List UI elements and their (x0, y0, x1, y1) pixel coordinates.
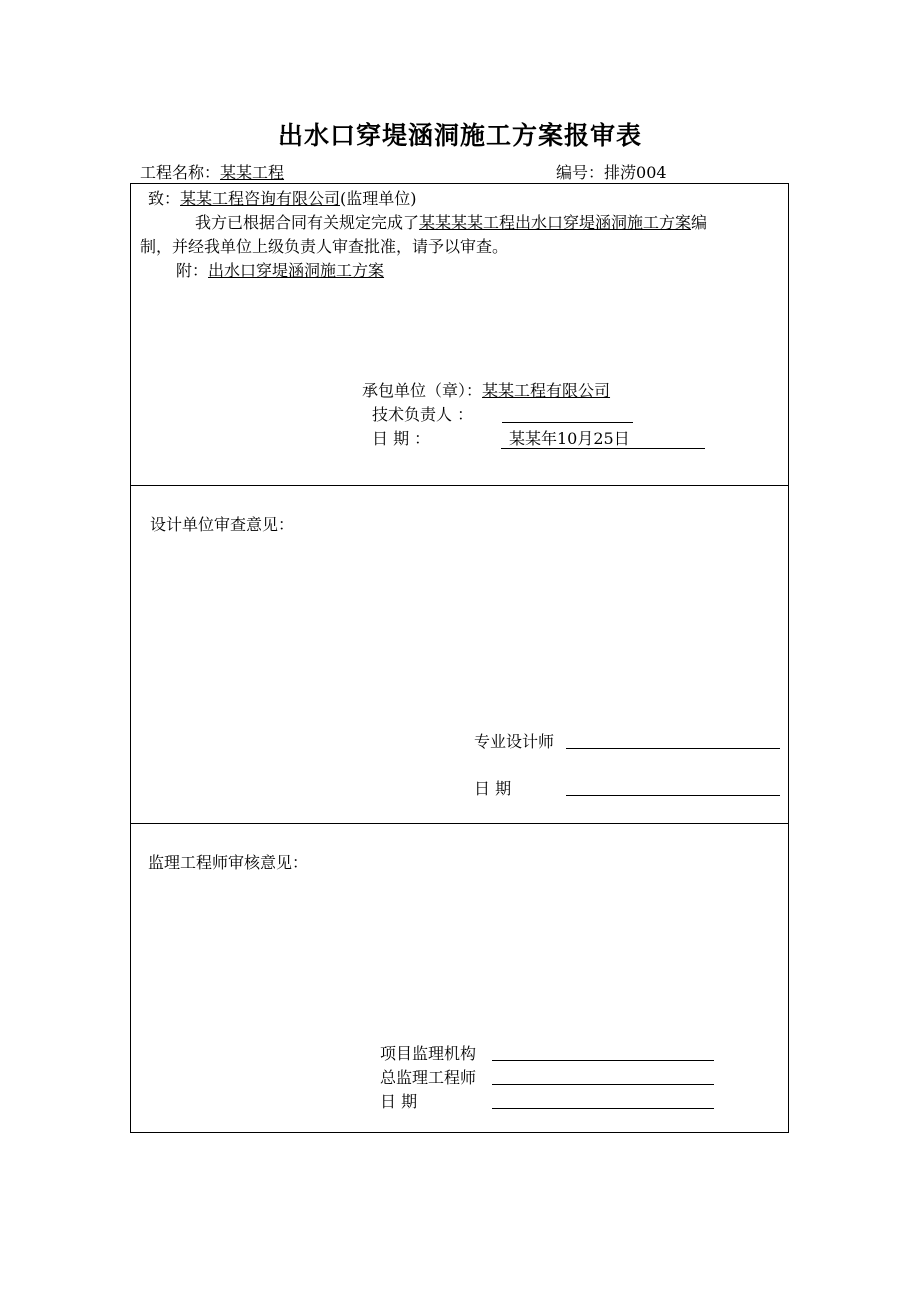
date-label-1: 日 期 ： (372, 429, 431, 448)
supervisor-opinion-heading: 监理工程师审核意见： (148, 853, 309, 872)
number-label: 编号： (556, 163, 605, 182)
plan-name: 某某某某工程出水口穿堤涵洞施工方案 (419, 213, 692, 232)
page-title: 出水口穿堤涵洞施工方案报审表 (277, 121, 642, 150)
supervisor-suffix: (监理单位) (340, 189, 417, 208)
form-table (130, 183, 789, 1133)
design-opinion-heading: 设计单位审查意见： (150, 515, 295, 534)
attachment-row (176, 260, 384, 282)
chief-engineer-label: 总监理工程师 (380, 1068, 477, 1087)
project-name-row (140, 162, 284, 184)
body-edge-char: 编 (691, 213, 708, 232)
date-value-1: 某某年10月25日 (509, 429, 630, 448)
supervisor-company: 某某工程咨询有限公司 (180, 189, 341, 208)
designer-label: 专业设计师 (474, 732, 555, 751)
design-date-field[interactable] (566, 778, 780, 796)
attach-value: 出水口穿堤涵洞施工方案 (208, 261, 385, 280)
date-row-1 (372, 428, 430, 450)
org-field[interactable] (492, 1043, 714, 1061)
chief-engineer-field[interactable] (492, 1067, 714, 1085)
row-divider-2 (130, 823, 789, 824)
supervisor-date-field[interactable] (492, 1091, 714, 1109)
row-divider-1 (130, 485, 789, 486)
tech-lead-row (372, 404, 473, 426)
org-label: 项目监理机构 (380, 1044, 477, 1063)
project-label: 工程名称： (140, 163, 221, 182)
tech-label: 技术负责人 ： (372, 405, 474, 424)
supervisor-date-label: 日 期 (380, 1092, 418, 1111)
date-field-1[interactable] (501, 428, 705, 449)
body-line-2: 制，并经我单位上级负责人审查批准，请予以审查。 (140, 237, 509, 256)
project-value: 某某工程 (220, 163, 285, 182)
contractor-row (362, 380, 610, 402)
addressee-row (148, 188, 417, 210)
contractor-label: 承包单位（章）： (362, 381, 483, 400)
contractor-value: 某某工程有限公司 (482, 381, 611, 400)
tech-lead-field[interactable] (502, 405, 633, 427)
design-date-label: 日 期 (474, 779, 512, 798)
to-label: 致： (148, 189, 181, 208)
body-line-1 (195, 212, 707, 234)
body-prefix: 我方已根据合同有关规定完成了 (195, 213, 420, 232)
attach-label: 附： (176, 261, 209, 280)
designer-field[interactable] (566, 731, 780, 749)
serial-number-row (556, 162, 667, 184)
number-value: 排涝004 (604, 163, 667, 182)
